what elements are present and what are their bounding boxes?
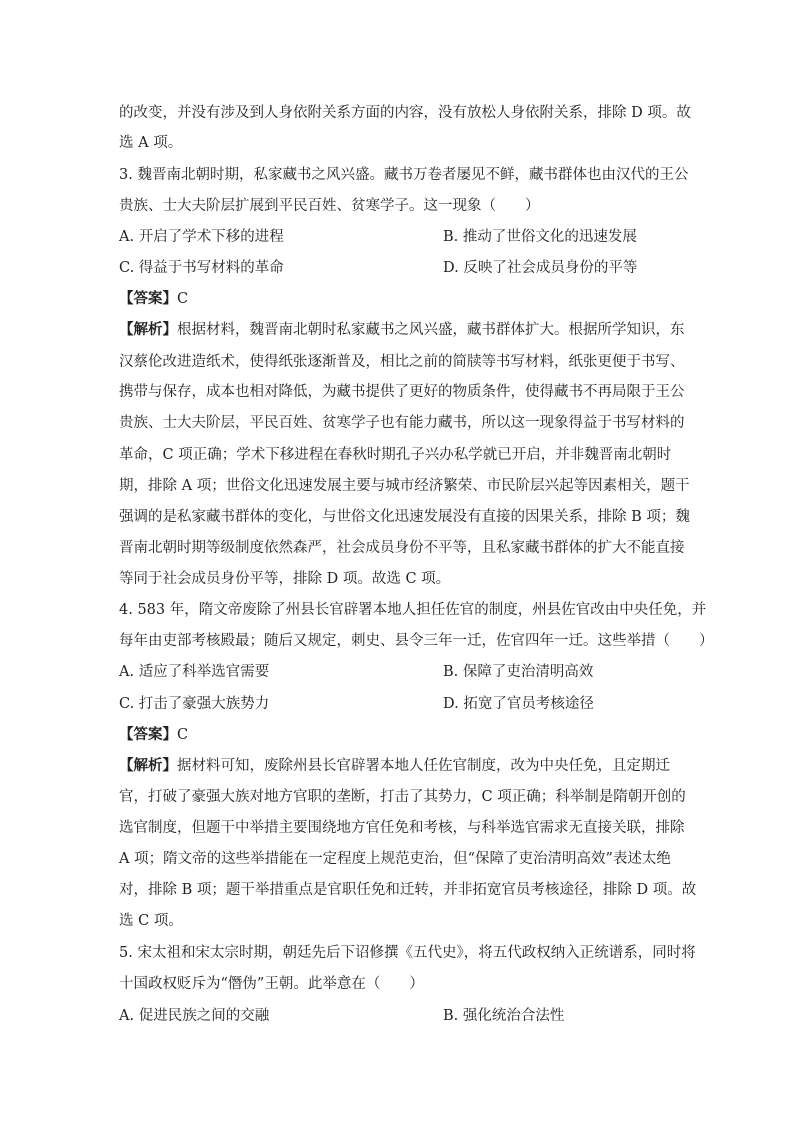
q3-stem-line-1: 3. 魏晋南北朝时期，私家藏书之风兴盛。藏书万卷者屡见不鲜，藏书群体也由汉代的王公 bbox=[119, 167, 689, 183]
q4-option-a: A. 适应了科举选官需要 bbox=[119, 664, 270, 680]
q3-analysis-line-3: 携带与保存，成本也相对降低，为藏书提供了更好的物质条件，使得藏书不再局限于王公 bbox=[119, 384, 685, 400]
q3-option-d: D. 反映了社会成员身份的平等 bbox=[443, 260, 638, 276]
q5-stem-line-2: 十国政权贬斥为“僭伪”王朝。此举意在（ ） bbox=[119, 976, 424, 992]
q5-option-b: B. 强化统治合法性 bbox=[443, 1008, 565, 1024]
analysis-tag: 【解析】 bbox=[119, 757, 177, 774]
q3-stem-line-2: 贵族、士大夫阶层扩展到平民百姓、贫寒学子。这一现象（ ） bbox=[119, 198, 540, 214]
answer-tag: 【答案】 bbox=[119, 726, 177, 743]
q3-option-b: B. 推动了世俗文化的迅速发展 bbox=[443, 229, 637, 245]
q3-analysis-line-9: 等同于社会成员身份平等，排除 D 项。故选 C 项。 bbox=[119, 571, 451, 587]
q4-analysis-line-6: 选 C 项。 bbox=[119, 913, 183, 929]
q4-stem-line-1: 4. 583 年，隋文帝废除了州县长官辟署本地人担任佐官的制度，州县佐官改由中央任免，并 bbox=[119, 602, 707, 618]
q4-analysis-line-1 bbox=[119, 756, 670, 776]
q4-answer bbox=[119, 725, 188, 745]
continuation-line-2: 选 A 项。 bbox=[119, 135, 183, 151]
q3-option-a: A. 开启了学术下移的进程 bbox=[119, 229, 284, 245]
q3-analysis-line-7: 强调的是私家藏书群体的变化，与世俗文化迅速发展没有直接的因果关系，排除 B 项；魏 bbox=[119, 509, 690, 525]
analysis-text: 据材料可知，废除州县长官辟署本地人任佐官制度，改为中央任免，且定期迁 bbox=[177, 758, 670, 774]
q5-stem-line-1: 5. 宋太祖和宋太宗时期，朝廷先后下诏修撰《五代史》，将五代政权纳入正统谱系，同时将 bbox=[119, 945, 696, 961]
q3-option-c: C. 得益于书写材料的革命 bbox=[119, 260, 284, 276]
answer-value: C bbox=[177, 291, 189, 307]
answer-value: C bbox=[177, 727, 189, 743]
q4-analysis-line-4: A 项；隋文帝的这些举措能在一定程度上规范吏治，但“保障了吏治清明高效”表述太绝 bbox=[119, 851, 671, 867]
q3-answer bbox=[119, 289, 188, 309]
analysis-text: 根据材料，魏晋南北朝时私家藏书之风兴盛，藏书群体扩大。根据所学知识，东 bbox=[177, 322, 685, 338]
continuation-line-1: 的改变，并没有涉及到人身依附关系方面的内容，没有放松人身依附关系，排除 D 项。故 bbox=[119, 105, 691, 121]
answer-tag: 【答案】 bbox=[119, 290, 177, 307]
q4-option-d: D. 拓宽了官员考核途径 bbox=[443, 696, 594, 712]
analysis-tag: 【解析】 bbox=[119, 321, 177, 338]
q4-option-c: C. 打击了豪强大族势力 bbox=[119, 696, 270, 712]
q4-stem-line-2: 每年由吏部考核殿最；随后又规定，刺史、县令三年一迁，佐官四年一迁。这些举措（ ） bbox=[119, 633, 714, 649]
q3-analysis-line-4: 贵族、士大夫阶层，平民百姓、贫寒学子也有能力藏书，所以这一现象得益于书写材料的 bbox=[119, 415, 685, 431]
q4-analysis-line-3: 选官制度，但题干中举措主要围绕地方官任免和考核，与科举选官需求无直接关联，排除 bbox=[119, 820, 685, 836]
q4-option-b: B. 保障了吏治清明高效 bbox=[443, 664, 594, 680]
q3-analysis-line-6: 期，排除 A 项；世俗文化迅速发展主要与城市经济繁荣、市民阶层兴起等因素相关，题干 bbox=[119, 478, 690, 494]
q3-analysis-line-8: 晋南北朝时期等级制度依然森严，社会成员身份不平等，且私家藏书群体的扩大不能直接 bbox=[119, 540, 685, 556]
q3-analysis-line-5: 革命，C 项正确；学术下移进程在春秋时期孔子兴办私学就已开启，并非魏晋南北朝时 bbox=[119, 447, 672, 463]
q4-analysis-line-5: 对，排除 B 项；题干举措重点是官职任免和迁转，并非拓宽官员考核途径，排除 D 项。故 bbox=[119, 882, 697, 898]
q5-option-a: A. 促进民族之间的交融 bbox=[119, 1008, 270, 1024]
q3-analysis-line-2: 汉蔡伦改进造纸术，使得纸张逐渐普及，相比之前的简牍等书写材料，纸张更便于书写、 bbox=[119, 354, 685, 370]
q4-analysis-line-2: 官，打破了豪强大族对地方官职的垄断，打击了其势力，C 项正确；科举制是隋朝开创的 bbox=[119, 789, 686, 805]
q3-analysis-line-1 bbox=[119, 320, 685, 340]
